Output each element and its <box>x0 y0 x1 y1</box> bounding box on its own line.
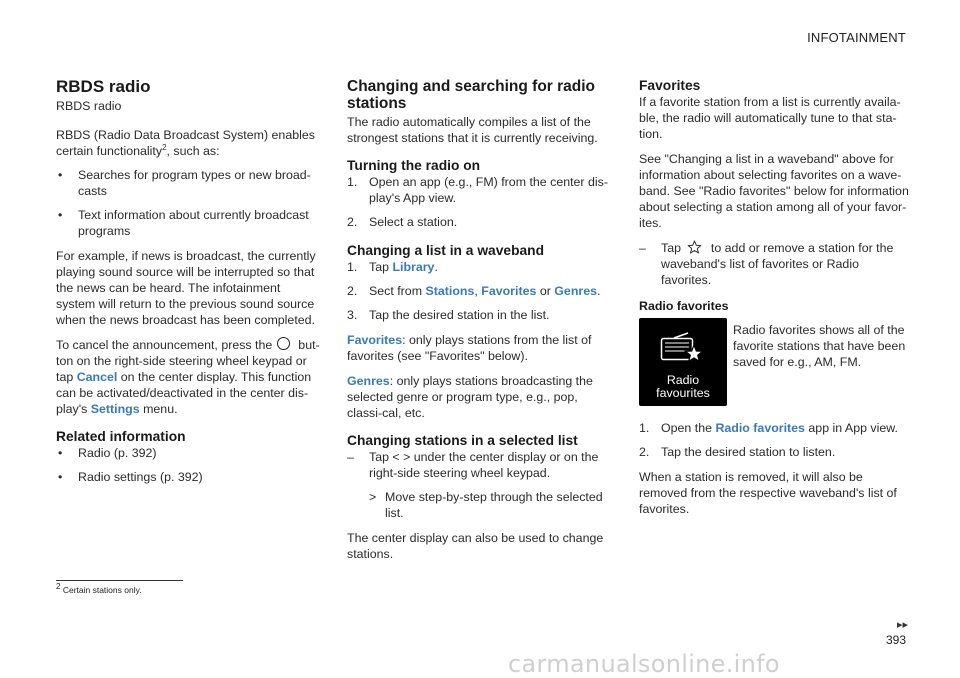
round-button-icon <box>277 337 290 350</box>
bullet: • <box>58 446 63 460</box>
related-link-text[interactable]: Radio settings (p. 392) <box>78 470 203 484</box>
dash-mark: – <box>347 450 354 464</box>
list-item <box>639 240 911 288</box>
footnote-divider <box>56 580 183 581</box>
rbds-subtitle: RBDS radio <box>56 99 122 113</box>
step-text: Tap Library. <box>369 260 438 274</box>
step-text: Sect from Stations, Favorites or Genres. <box>369 284 601 298</box>
rbds-paragraph: For example, if news is broadcast, the currently playing sound source will be interrupted so that the news can be heard. The infotainment system will return to the previous sound source when the news broadcast has been completed. <box>56 249 316 327</box>
list-item <box>347 307 609 323</box>
bullet: • <box>58 168 63 182</box>
changing-title: Changing and searching for radio stations <box>347 78 596 112</box>
related-link-text[interactable]: Radio (p. 392) <box>78 446 157 460</box>
step2-text: Sect from <box>369 284 423 298</box>
footnote-ref: 2 <box>162 142 167 152</box>
star-icon <box>687 240 702 254</box>
favorites-desc-text: : only plays stations from the list of favorites (see "Favorites" below). <box>347 333 592 363</box>
radio-favorites-app-label: Radio favorites <box>715 421 805 435</box>
rbds-intro-b: , such as: <box>166 144 220 158</box>
cancel-text-c: on the center display. This function can be activated/deactivated in the center dis-play's <box>56 370 312 416</box>
dash-mark: – <box>639 241 646 255</box>
list-item <box>56 207 322 239</box>
list-item <box>347 214 609 230</box>
favorites-p1: If a favorite station from a list is currently availa-ble, the radio will automatically tune to that sta-tion. <box>639 95 901 141</box>
cancel-button-label: Cancel <box>76 370 118 384</box>
step1-text-a: Open the <box>661 421 712 435</box>
result-mark: > <box>369 490 377 504</box>
cancel-paragraph <box>56 337 322 417</box>
radio-favorites-desc: Radio favorites shows all of the favorite stations that have been saved for e.g., AM, FM. <box>733 323 906 369</box>
genres-desc <box>347 373 609 421</box>
radio-favourites-app-icon <box>639 318 727 406</box>
bullet-text: Text information about currently broadcast programs <box>78 208 309 238</box>
changing-closing: The center display can also be used to change stations. <box>347 531 604 561</box>
rbds-title: RBDS radio <box>56 77 151 96</box>
favorites-label: Favorites <box>481 284 537 298</box>
tap-text-b: to add or remove a station for the waveband's list of favorites or Radio favorites. <box>661 241 894 287</box>
step-text: Tap the desired station in the list. <box>369 308 550 322</box>
step-text: Open an app (e.g., FM) from the center dis-play's App view. <box>369 175 608 205</box>
cancel-text-b: but-ton on the right-side steering wheel keypad or tap <box>56 338 320 384</box>
column-rbds-radio <box>56 78 322 485</box>
selected-heading: Changing stations in a selected list <box>347 433 578 448</box>
list-item <box>347 283 609 299</box>
page-number: 393 <box>885 633 906 647</box>
list-item <box>639 444 911 460</box>
radio-favourites-app-label: Radio favourites <box>656 373 710 400</box>
radio-icon <box>660 332 706 368</box>
step1-text: Tap <box>369 260 389 274</box>
step-number: 2. <box>347 215 358 229</box>
favorites-p2: See "Changing a list in a waveband" above for information about selecting favorites on a wave-band. See "Radio favorites" below for information about selecting a station among all of your favor-ites. <box>639 152 909 230</box>
list-item <box>639 420 911 436</box>
favorites-title: Favorites <box>639 78 701 93</box>
settings-menu-label: Settings <box>90 402 140 416</box>
watermark: carmanualsonline.info <box>508 650 780 678</box>
step-text <box>661 240 911 288</box>
changing-intro: The radio automatically compiles a list of the strongest stations that it is currently receiving. <box>347 115 598 145</box>
related-heading: Related information <box>56 429 186 444</box>
step-text: Select a station. <box>369 215 458 229</box>
bullet-text: Searches for program types or new broad-casts <box>78 168 311 198</box>
cancel-text-a: To cancel the announcement, press the <box>56 338 273 352</box>
cancel-text-d: menu. <box>143 402 178 416</box>
turning-heading: Turning the radio on <box>347 158 481 173</box>
genres-term: Genres <box>347 374 390 388</box>
footnote-text: Certain stations only. <box>62 585 142 595</box>
list-item <box>347 174 609 206</box>
footnote-number: 2 <box>56 582 61 592</box>
step-text: Tap < > under the center display or on the right-side steering wheel keypad. <box>369 450 599 480</box>
related-link[interactable] <box>56 469 322 485</box>
list-item <box>347 259 609 275</box>
footnote <box>56 582 142 595</box>
step-number: 1. <box>347 260 358 274</box>
column-changing-stations <box>347 78 609 562</box>
radio-favorites-heading: Radio favorites <box>639 299 729 313</box>
favorites-desc <box>347 332 609 364</box>
column-favorites <box>639 78 911 517</box>
related-link[interactable] <box>56 445 322 461</box>
radio-favorites-block <box>639 318 911 410</box>
genres-desc-text: : only plays stations broadcasting the selected genre or program type, e.g., pop, classi-cal, etc. <box>347 374 593 420</box>
rbds-intro-a: RBDS (Radio Data Broadcast System) enables certain functionality <box>56 128 315 158</box>
step-number: 1. <box>347 175 358 189</box>
result-text: Move step-by-step through the selected list. <box>385 490 603 520</box>
bullet: • <box>58 470 63 484</box>
step-number: 2. <box>639 445 650 459</box>
favorites-closing: When a station is removed, it will also be removed from the respective waveband's list of favorites. <box>639 470 897 516</box>
step-text <box>661 420 911 436</box>
stations-label: Stations <box>425 284 475 298</box>
step1-text-b: app in App view. <box>808 421 898 435</box>
step-number: 3. <box>347 308 358 322</box>
step-text: Tap the desired station to listen. <box>661 445 836 459</box>
genres-label: Genres <box>554 284 597 298</box>
list-item <box>56 167 322 199</box>
tap-text-a: Tap <box>661 241 681 255</box>
list-item <box>347 489 609 521</box>
list-heading: Changing a list in a waveband <box>347 243 545 258</box>
step-number: 1. <box>639 421 650 435</box>
next-page-arrows-icon: ▸▸ <box>896 619 908 631</box>
list-item <box>347 449 609 481</box>
or-text: or <box>539 284 551 298</box>
library-label: Library <box>392 260 435 274</box>
section-header: INFOTAINMENT <box>807 30 906 45</box>
rbds-intro <box>56 127 322 159</box>
step-number: 2. <box>347 284 358 298</box>
favorites-term: Favorites <box>347 333 403 347</box>
bullet: • <box>58 208 63 222</box>
